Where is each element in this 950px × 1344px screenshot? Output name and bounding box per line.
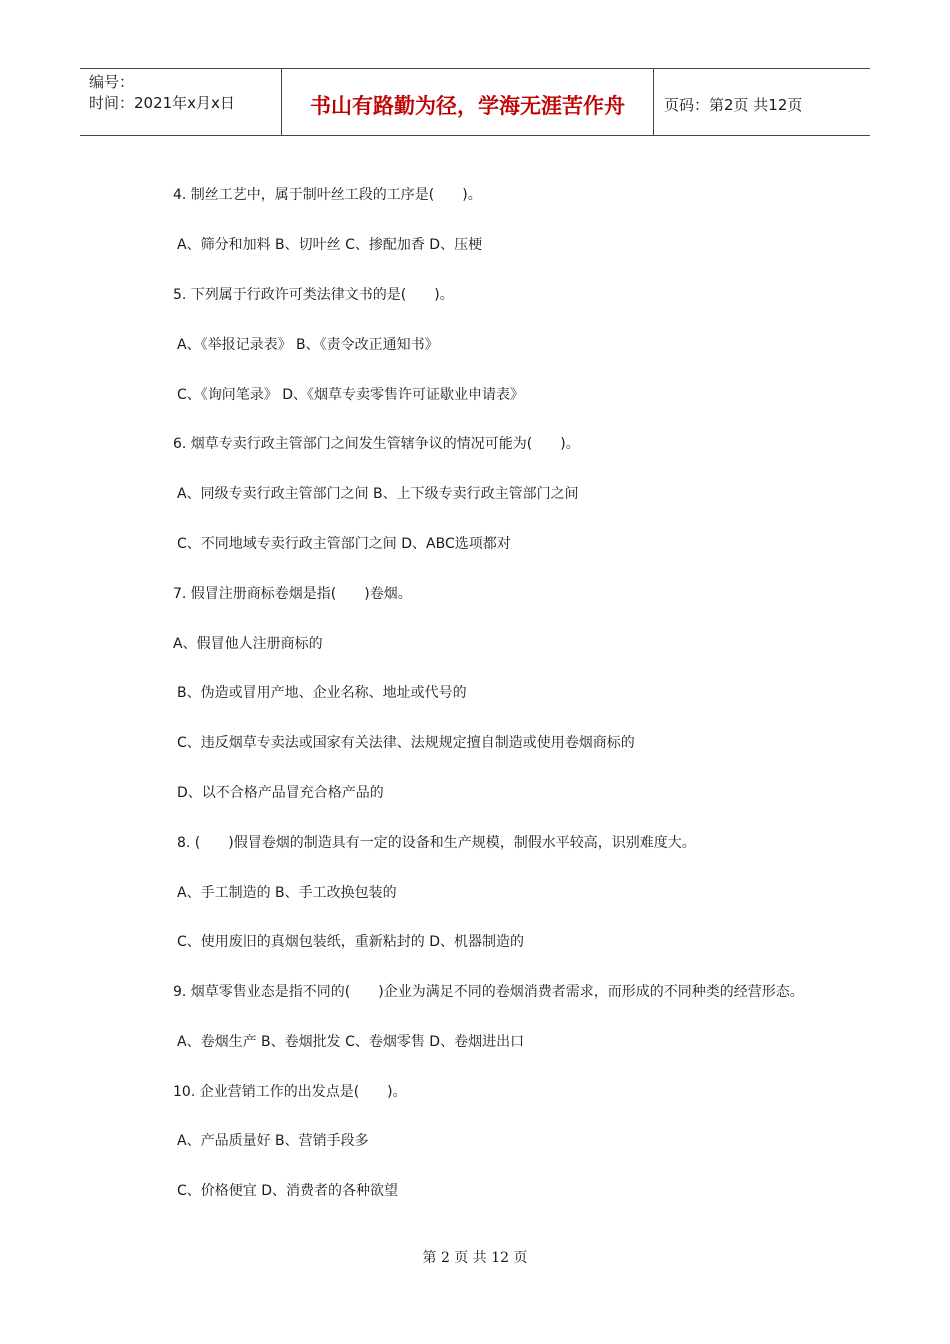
question-5: 5. 下列属于行政许可类法律文书的是( )。 [173, 287, 454, 303]
options-7-a: A、假冒他人注册商标的 [173, 636, 323, 652]
options-7-b: B、伪造或冒用产地、企业名称、地址或代号的 [177, 685, 467, 701]
question-7: 7. 假冒注册商标卷烟是指( )卷烟。 [173, 586, 412, 602]
options-7-c: C、违反烟草专卖法或国家有关法律、法规规定擅自制造或使用卷烟商标的 [177, 735, 635, 751]
page-info-text: 页码：第2页 共12页 [664, 95, 803, 114]
options-10-cd: C、价格便宜 D、消费者的各种欲望 [177, 1183, 399, 1199]
question-8: 8. ( )假冒卷烟的制造具有一定的设备和生产规模，制假水平较高，识别难度大。 [177, 835, 696, 851]
serial-label: 编号： [89, 73, 135, 91]
page-info-cell [654, 69, 870, 135]
motto-text: 书山有路勤为径，学海无涯苦作舟 [310, 93, 625, 118]
options-8-cd: C、使用废旧的真烟包装纸，重新粘封的 D、机器制造的 [177, 934, 525, 950]
options-9: A、卷烟生产 B、卷烟批发 C、卷烟零售 D、卷烟进出口 [177, 1034, 525, 1050]
options-5-cd: C、《询问笔录》 D、《烟草专卖零售许可证歇业申请表》 [177, 387, 525, 403]
options-7-d: D、以不合格产品冒充合格产品的 [177, 785, 384, 801]
options-6-ab: A、同级专卖行政主管部门之间 B、上下级专卖行政主管部门之间 [177, 486, 579, 502]
options-8-ab: A、手工制造的 B、手工改换包装的 [177, 885, 397, 901]
options-6-cd: C、不同地域专卖行政主管部门之间 D、ABC选项都对 [177, 536, 511, 552]
motto-cell [282, 69, 654, 135]
page-footer: 第 2 页 共 12 页 [422, 1250, 528, 1266]
options-10-ab: A、产品质量好 B、营销手段多 [177, 1133, 369, 1149]
header-table [80, 68, 870, 136]
question-10: 10. 企业营销工作的出发点是( )。 [173, 1084, 407, 1100]
options-4: A、筛分和加料 B、切叶丝 C、掺配加香 D、压梗 [177, 237, 483, 253]
question-4: 4. 制丝工艺中，属于制叶丝工段的工序是( )。 [173, 187, 482, 203]
question-6: 6. 烟草专卖行政主管部门之间发生管辖争议的情况可能为( )。 [173, 436, 580, 452]
date-label: 时间：2021年x月x日 [89, 94, 235, 112]
options-5-ab: A、《举报记录表》 B、《责令改正通知书》 [177, 337, 439, 353]
question-9: 9. 烟草零售业态是指不同的( )企业为满足不同的卷烟消费者需求，而形成的不同种类的经营形态。 [173, 984, 804, 1000]
header-info-cell [80, 69, 282, 135]
